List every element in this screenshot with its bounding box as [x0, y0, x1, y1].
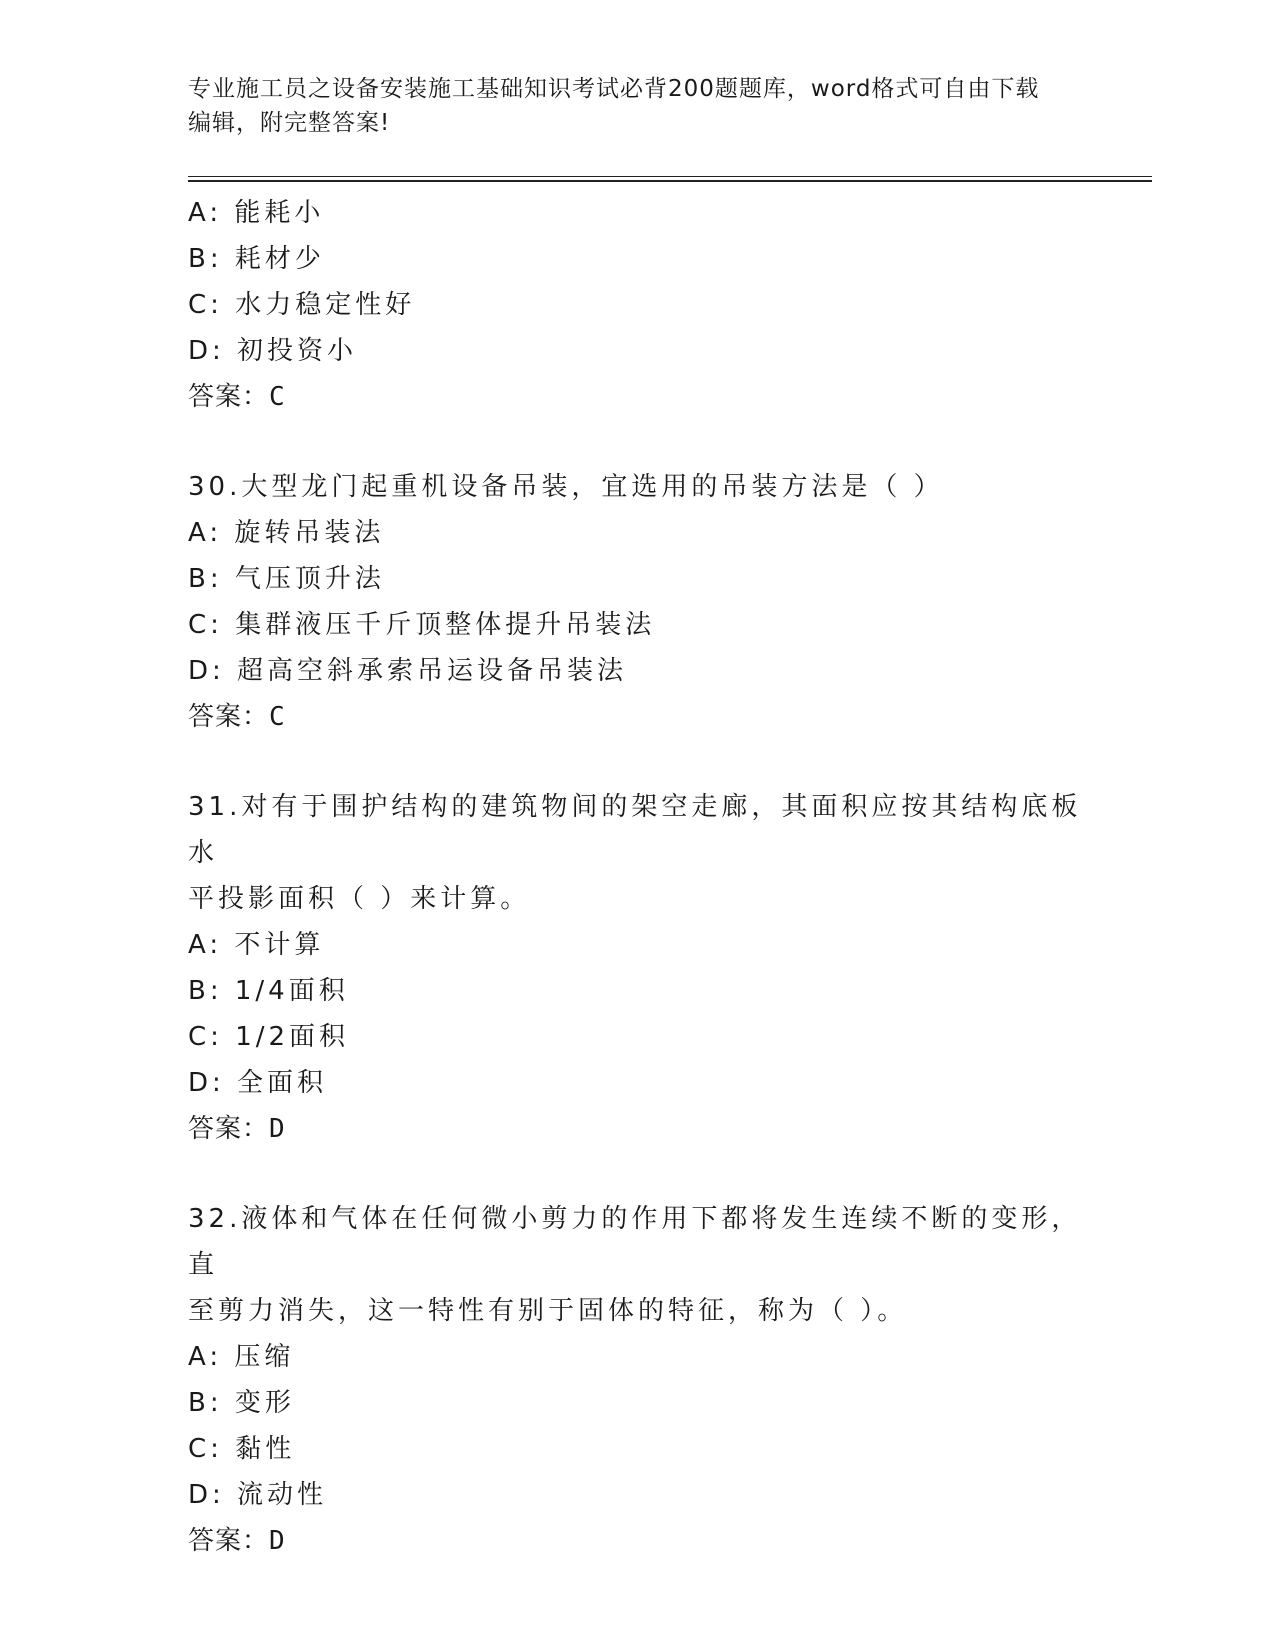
answer-line: [188, 694, 1088, 740]
answer-line: [188, 1106, 1088, 1152]
question-number: 30.: [188, 472, 242, 502]
option-label: B:: [188, 1388, 223, 1418]
document-body: [188, 190, 1088, 1564]
option-text: 1/2面积: [235, 1022, 350, 1052]
option-label: A:: [188, 930, 223, 960]
option-text: 压缩: [234, 1342, 295, 1372]
header-divider-thin: [188, 176, 1152, 177]
option-text: 集群液压千斤顶整体提升吊装法: [235, 610, 656, 640]
question-number: 31.: [188, 792, 242, 822]
question-30: [188, 464, 1088, 740]
question-stem: [188, 784, 1088, 922]
option-c: [188, 602, 1088, 648]
option-text: 初投资小: [237, 336, 358, 366]
option-b: [188, 556, 1088, 602]
answer-label: 答案：: [188, 1526, 270, 1556]
question-stem-line-2: 至剪力消失，这一特性有别于固体的特征，称为（ ）。: [188, 1296, 908, 1326]
option-text: 全面积: [237, 1068, 328, 1098]
option-label: B:: [188, 244, 223, 274]
option-label: D:: [188, 1480, 225, 1510]
option-b: [188, 968, 1088, 1014]
option-text: 1/4面积: [234, 976, 349, 1006]
option-label: B:: [188, 564, 223, 594]
option-d: [188, 648, 1088, 694]
option-label: A:: [188, 198, 223, 228]
question-stem-line-1: 液体和气体在任何微小剪力的作用下都将发生连续不断的变形，直: [188, 1204, 1082, 1280]
option-label: D:: [188, 1068, 225, 1098]
answer-label: 答案：: [188, 382, 270, 412]
header-divider-thick: [188, 180, 1152, 182]
option-d: [188, 1060, 1088, 1106]
question-31: [188, 784, 1088, 1152]
option-a: [188, 190, 1088, 236]
option-label: C:: [188, 290, 223, 320]
question-stem: [188, 464, 1088, 510]
option-label: C:: [188, 610, 223, 640]
option-text: 流动性: [237, 1480, 328, 1510]
option-label: B:: [188, 976, 223, 1006]
option-label: C:: [188, 1022, 223, 1052]
answer-line: [188, 374, 1088, 420]
question-stem: [188, 1196, 1088, 1334]
option-text: 不计算: [234, 930, 325, 960]
question-stem-line-2: 平投影面积（ ）来计算。: [188, 884, 531, 914]
option-text: 旋转吊装法: [234, 518, 385, 548]
option-text: 超高空斜承索吊运设备吊装法: [237, 656, 628, 686]
option-d: [188, 328, 1088, 374]
option-a: [188, 510, 1088, 556]
answer-label: 答案：: [188, 1114, 270, 1144]
option-c: [188, 282, 1088, 328]
answer-label: 答案：: [188, 702, 270, 732]
option-b: [188, 1380, 1088, 1426]
question-stem-line-1: 对有于围护结构的建筑物间的架空走廊，其面积应按其结构底板水: [188, 792, 1082, 868]
header-line-1: 专业施工员之设备安装施工基础知识考试必背200题题库，word格式可自由下载: [188, 76, 1040, 102]
option-a: [188, 922, 1088, 968]
option-label: D:: [188, 656, 225, 686]
answer-value: C: [269, 382, 286, 412]
question-32: [188, 1196, 1088, 1564]
option-text: 能耗小: [234, 198, 325, 228]
option-c: [188, 1426, 1088, 1472]
answer-value: D: [269, 1526, 286, 1556]
document-header: [188, 72, 1088, 140]
question-number: 32.: [188, 1204, 242, 1234]
answer-line: [188, 1518, 1088, 1564]
option-label: A:: [188, 518, 223, 548]
answer-value: C: [269, 702, 286, 732]
option-text: 变形: [234, 1388, 295, 1418]
option-text: 气压顶升法: [234, 564, 385, 594]
option-text: 水力稳定性好: [235, 290, 416, 320]
option-text: 耗材少: [234, 244, 325, 274]
answer-value: D: [269, 1114, 286, 1144]
option-label: D:: [188, 336, 225, 366]
question-block-continued: [188, 190, 1088, 420]
header-line-2: 编辑，附完整答案!: [188, 110, 391, 136]
option-label: C:: [188, 1434, 223, 1464]
option-c: [188, 1014, 1088, 1060]
option-label: A:: [188, 1342, 223, 1372]
option-a: [188, 1334, 1088, 1380]
option-b: [188, 236, 1088, 282]
option-d: [188, 1472, 1088, 1518]
question-stem-line-1: 大型龙门起重机设备吊装，宜选用的吊装方法是（ ）: [241, 472, 944, 502]
option-text: 黏性: [235, 1434, 296, 1464]
